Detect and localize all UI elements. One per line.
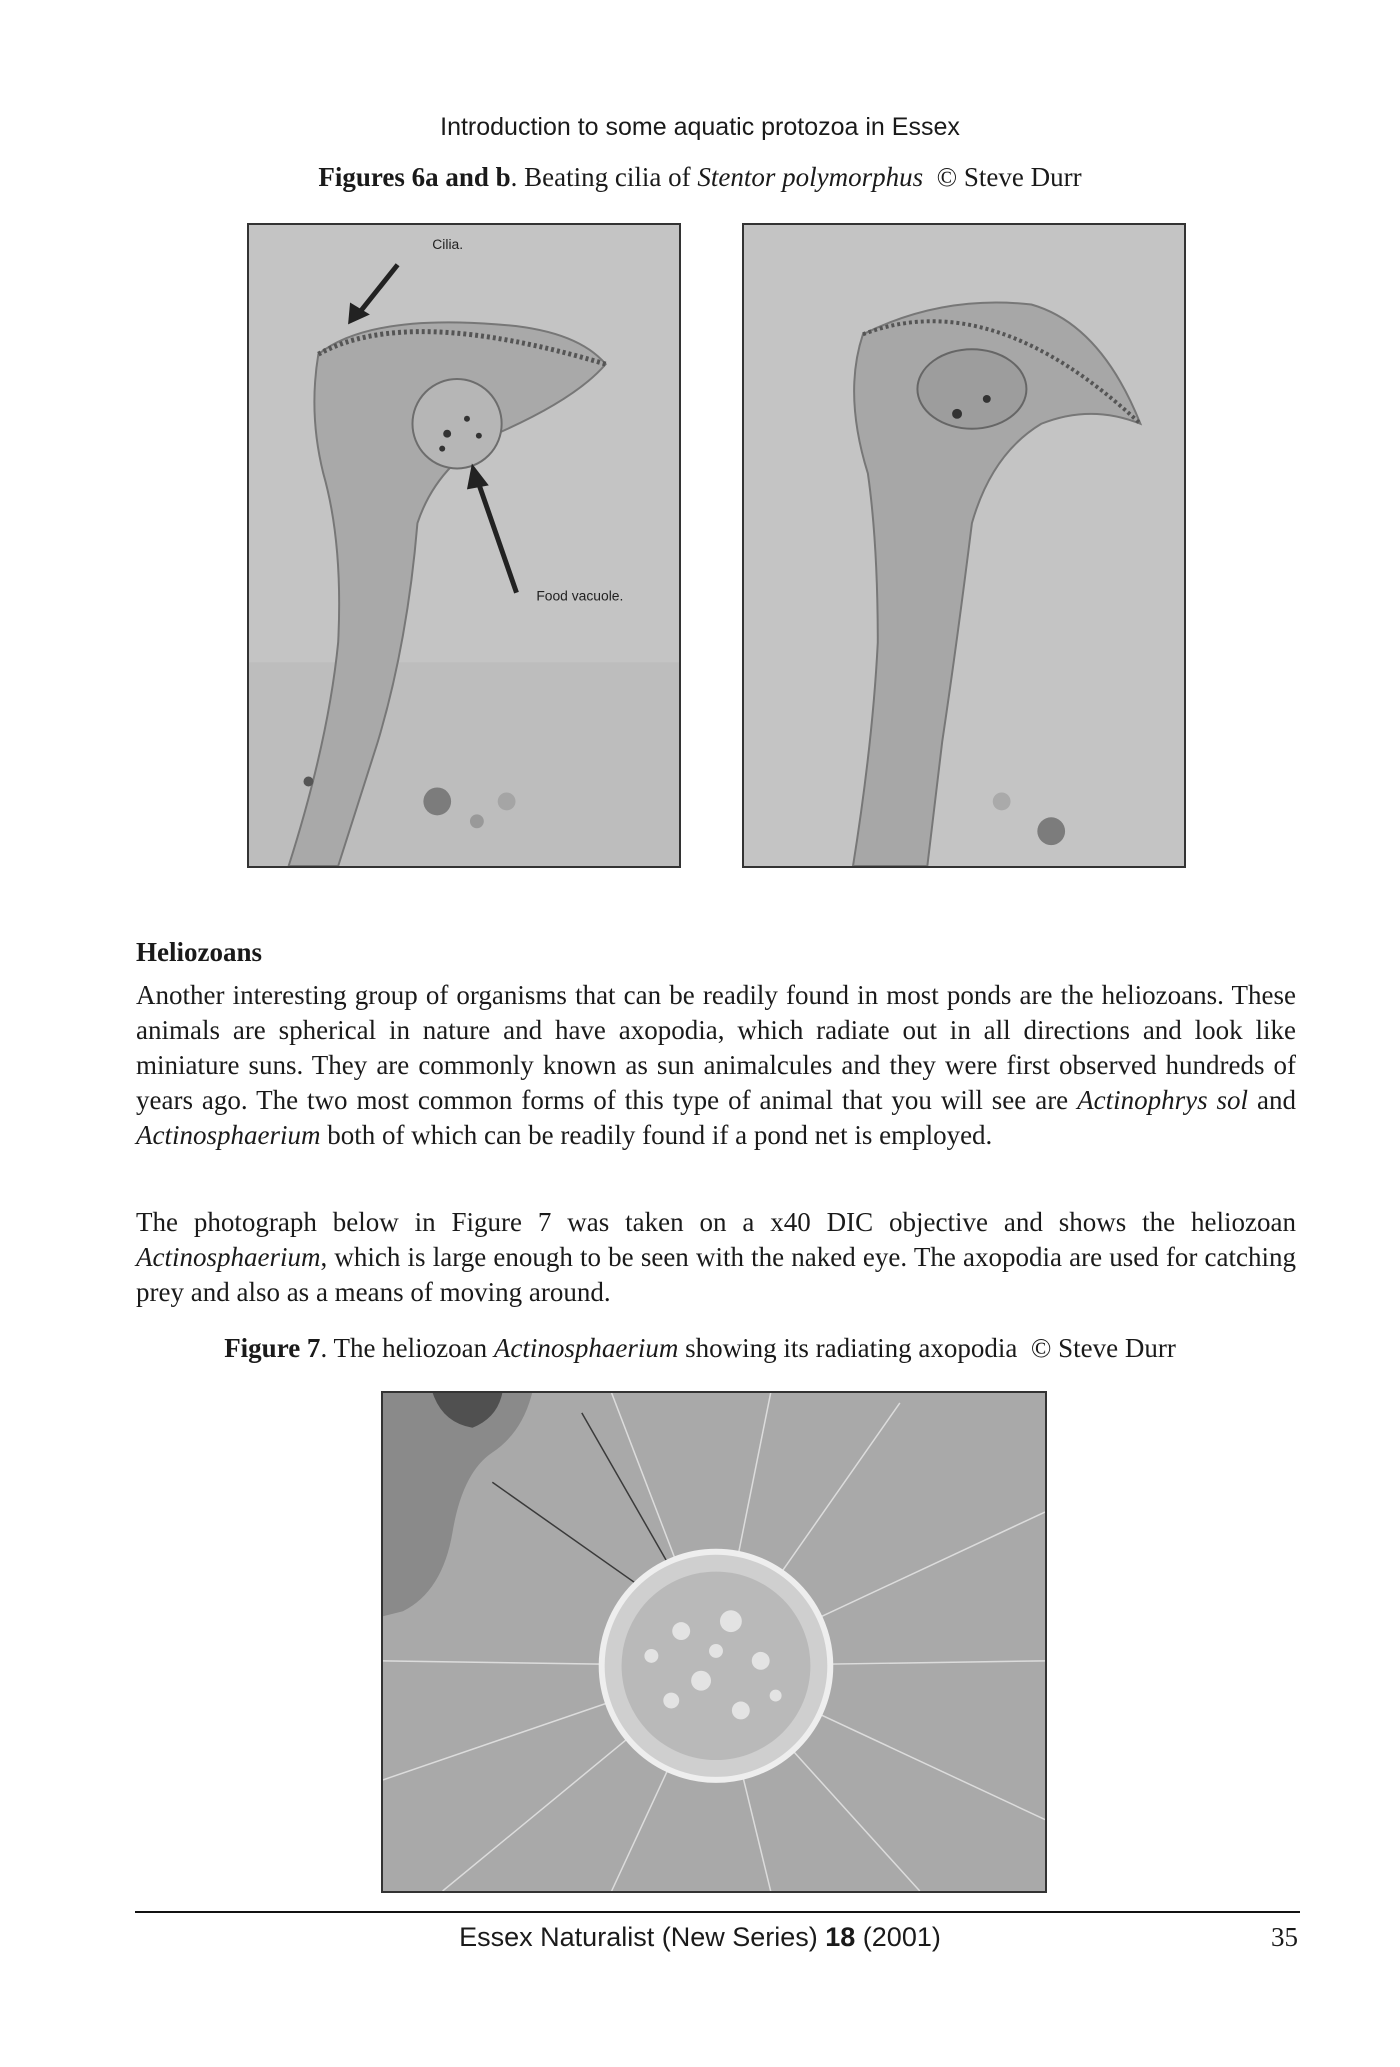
figure-7-label: Figure 7 [224, 1333, 321, 1363]
page-number: 35 [1271, 1922, 1298, 1952]
footer-rule [135, 1911, 1300, 1913]
figure-7-species: Actinosphaerium [493, 1333, 679, 1363]
footer-journal-name: Essex Naturalist (New Series) [459, 1922, 826, 1952]
paragraph-2-end: , which is large enough to be seen with the naked eye. The axopodia are used for catching prey and also as a means of moving around. [136, 1242, 1296, 1307]
figure-7-text: . The heliozoan [320, 1333, 494, 1363]
footer-volume: 18 [825, 1922, 856, 1952]
running-head: Introduction to some aquatic protozoa in Essex [440, 113, 960, 141]
paragraph-2-species: Actinosphaerium [136, 1242, 321, 1272]
figure-7-text2: showing its radiating axopodia [678, 1333, 1018, 1363]
figure-6-species: Stentor polymorphus [697, 162, 924, 192]
stentor-a-image [249, 225, 679, 866]
species-actinophrys: Actinophrys sol [1077, 1085, 1249, 1115]
figure-6-label: Figures 6a and b [318, 162, 511, 192]
footer-journal [0, 1922, 1400, 1953]
heliozoan-image [383, 1393, 1045, 1891]
paragraph-1-and: and [1248, 1085, 1296, 1115]
figure-6-caption [0, 162, 1400, 193]
figure-6-text: . Beating cilia of [510, 162, 698, 192]
paragraph-2-text: The photograph below in Figure 7 was taken on a x40 DIC objective and shows the heliozoan [136, 1207, 1296, 1237]
paragraph-1 [136, 978, 1296, 1153]
figure-7-caption [0, 1333, 1400, 1364]
figure-6a-photo [247, 223, 681, 868]
stentor-b-image [744, 225, 1184, 866]
figure-6-credit: © Steve Durr [936, 162, 1082, 192]
cilia-label: Cilia. [432, 235, 464, 252]
figure-7-credit: © Steve Durr [1030, 1333, 1176, 1363]
species-actinosphaerium: Actinosphaerium [136, 1120, 321, 1150]
food-vacuole-label: Food vacuole. [536, 587, 624, 604]
section-heading: Heliozoans [136, 937, 262, 967]
paragraph-1-end: both of which can be readily found if a pond net is employed. [320, 1120, 993, 1150]
footer-year: (2001) [855, 1922, 941, 1952]
paragraph-2 [136, 1205, 1296, 1310]
figure-7-photo [381, 1391, 1047, 1893]
figure-6b-photo [742, 223, 1186, 868]
paragraph-1-text: Another interesting group of organisms that can be readily found in most ponds are the heliozoans. These animals are spherical in nature and have axopodia, which radiate out in all directions and look like miniature suns. They are commonly known as sun animalcules and they were first observed hundreds of years ago. The two most common forms of this type of animal that you will see are [136, 980, 1296, 1115]
